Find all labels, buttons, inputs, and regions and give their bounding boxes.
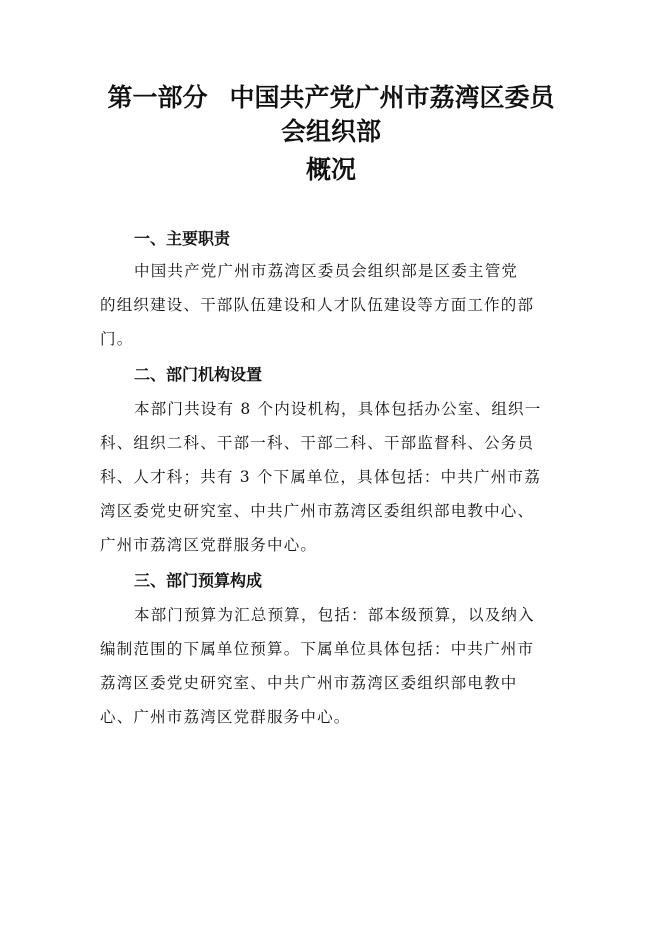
part-label: 第一部分 (107, 83, 208, 112)
section-heading-budget: 三、部门预算构成 (134, 571, 263, 590)
section-paragraph-budget (100, 598, 562, 734)
section-heading-structure: 二、部门机构设置 (134, 365, 263, 384)
paragraph-line: 科、人才科；共有 3 个下属单位，具体包括：中共广州市荔 (100, 468, 541, 486)
section-paragraph-duties (100, 254, 562, 356)
paragraph-line: 湾区委党史研究室、中共广州市荔湾区委组织部电教中心、 (100, 502, 535, 520)
paragraph-line: 编制范围的下属单位预算。下属单位具体包括：中共广州市 (100, 640, 535, 658)
paragraph-line: 科、组织二科、干部一科、干部二科、干部监督科、公务员 (100, 434, 535, 452)
section-heading-duties: 一、主要职责 (134, 229, 231, 248)
org-name-part-1: 中国共产党广州市荔湾区委员 (229, 83, 555, 112)
document-title-line-3: 概况 (305, 155, 356, 184)
document-title-line-2: 会组织部 (280, 117, 381, 146)
paragraph-line: 心、广州市荔湾区党群服务中心。 (100, 708, 351, 726)
section-paragraph-structure (100, 392, 562, 562)
paragraph-line: 广州市荔湾区党群服务中心。 (100, 536, 318, 554)
paragraph-line: 荔湾区委党史研究室、中共广州市荔湾区委组织部电教中 (100, 674, 518, 692)
paragraph-line: 本部门共设有 8 个内设机构，具体包括办公室、组织一 (134, 400, 542, 418)
paragraph-line: 本部门预算为汇总预算，包括：部本级预算，以及纳入 (134, 606, 535, 624)
paragraph-line: 的组织建设、干部队伍建设和人才队伍建设等方面工作的部 (100, 296, 535, 314)
document-title-line-1 (100, 82, 562, 114)
paragraph-line: 中国共产党广州市荔湾区委员会组织部是区委主管党 (134, 262, 519, 280)
paragraph-line: 门。 (100, 330, 134, 348)
